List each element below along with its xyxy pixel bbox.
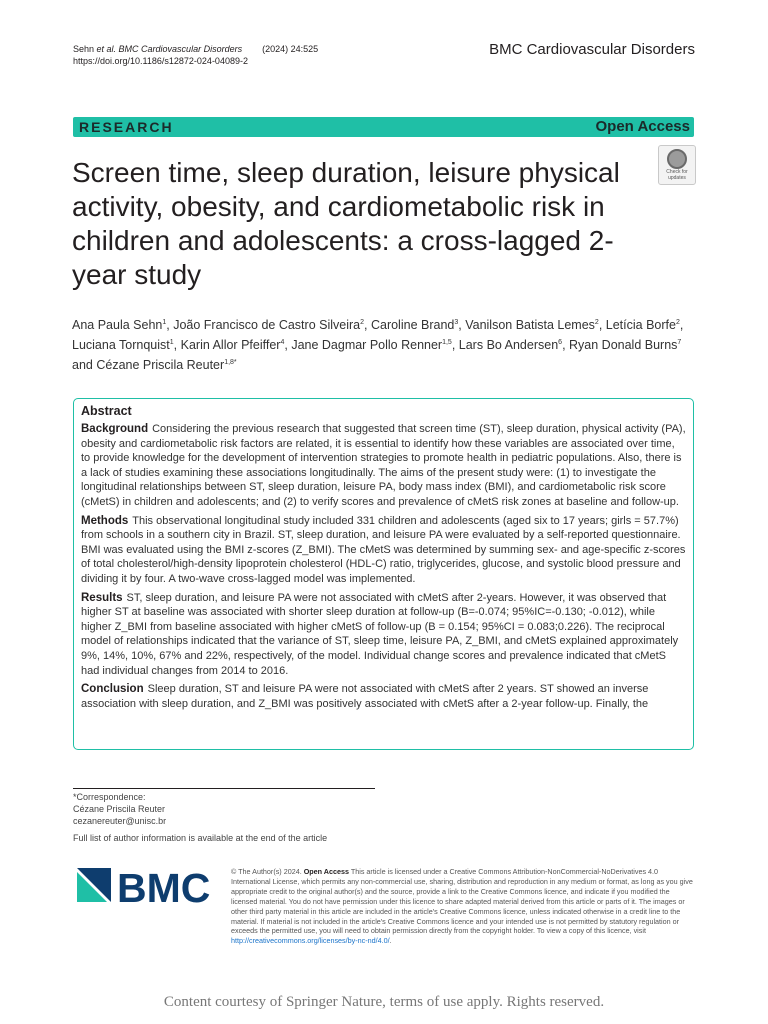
license-text (231, 867, 697, 946)
results-label: Results (81, 591, 123, 604)
author-affiliation: 4 (280, 339, 285, 347)
license-end: . (389, 936, 392, 946)
background-label: Background (81, 423, 149, 435)
conclusion-text: Sleep duration, ST and leisure PA were not associated with cMetS after 2 years. ST showed an inverse association with sleep duration, and Z_BMI was positively associated with cMetS after a 2-year follow-up. Finally, the (81, 683, 649, 710)
abstract-background (81, 422, 686, 510)
citation-header (73, 43, 318, 67)
correspondence (73, 791, 166, 827)
citation-authors: Sehn (73, 44, 97, 54)
abstract-box (73, 398, 694, 750)
author-affiliation: 7 (677, 339, 682, 347)
article-title: Screen time, sleep duration, leisure physical activity, obesity, and cardiometabolic risk in children and adolescents: a cross-lagged 2-year study (72, 157, 620, 290)
author-affiliation: 2 (360, 319, 365, 326)
correspondence-name: Cézane Priscila Reuter (73, 804, 166, 814)
correspondence-label: *Correspondence: (73, 792, 146, 802)
open-access-label: Open Access (595, 118, 690, 135)
abstract-results (81, 591, 686, 679)
author-affiliation: 2 (594, 319, 599, 326)
research-banner (73, 117, 694, 137)
author-affiliation: 1 (169, 339, 174, 347)
crossmark-line1: Check for (666, 169, 688, 175)
author-name: Cézane Priscila Reuter (96, 358, 225, 373)
methods-text: This observational longitudinal study included 331 children and adolescents (aged six to 17 years; girls = 57.7%) from schools in a southern city in Brazil. ST, sleep duration, and leisure PA were evaluated by a self-reported questionnaire. BMI was evaluated using the BMI z-scores (Z_BMI). The cMetS was determined by summing sex- and age-specific z-scores of total cholesterol/high-density lipoprotein cholesterol (HDL-C) ratio, triglycerides, glucose, and systolic blood pressure and dividing it by four. A two-wave cross-lagged model was implemented. (81, 514, 686, 585)
author-name: Luciana Tornquist (72, 338, 170, 353)
license-body: This article is licensed under a Creative Commons Attribution-NonCommercial-NoDerivatives 4.0 International License, which permits any non-commercial use, sharing, distribution and reproduction in any medium or format, as long as you give appropriate credit to the original author(s) and the source, provide a link to the Creative Commons licence, and indicate if you modified the licensed material. You do not have permission under this licence to share adapted material derived from this article or parts of it. The images or other third party material in this article are included in the article's Creative Commons licence, unless indicated otherwise in a credit line to the material. If material is not included in the article's Creative Commons licence and your intended use is not permitted by statutory regulation or exceeds the permitted use, you will need to obtain permission directly from the copyright holder. To view a copy of this licence, visit (231, 867, 693, 936)
courtesy-footer: Content courtesy of Springer Nature, terms of use apply. Rights reserved. (163, 994, 605, 1010)
author-info-note: Full list of author information is available at the end of the article (73, 833, 328, 843)
correspondence-email[interactable]: cezanereuter@unisc.br (73, 816, 167, 826)
abstract-heading: Abstract (81, 404, 132, 418)
license-link[interactable]: http://creativecommons.org/licenses/by-nc-nd/4.0/ (231, 936, 390, 946)
citation-year-volume: (2024) 24:525 (262, 44, 319, 54)
author-name: João Francisco de Castro Silveira (173, 318, 361, 333)
author-affiliation: 2 (675, 319, 680, 326)
check-for-updates-button[interactable] (658, 145, 696, 185)
author-name: Lars Bo Andersen (458, 338, 559, 353)
background-text: Considering the previous research that suggested that screen time (ST), sleep duration, physical activity (PA), obesity and cardiometabolic risk factors are related, it is essential to identify how these variables are associated over time, to provide knowledge for the development of intervention strategies to promote health in pediatric populations. Also, there is a lack of studies examining these associations longitudinally. The aims of the present study were: (1) to investigate the longitudinal relationships between ST, sleep duration, leisure PA, body mass index (BMI), and cardiometabolic risk score (cMetS) in children and adolescents; and (2) to verify scores and prevalence of cMetS risk zones at baseline and follow-up. (81, 423, 686, 508)
license-copyright: © The Author(s) 2024. (231, 867, 302, 876)
methods-label: Methods (81, 514, 129, 527)
author-affiliation: 1 (162, 319, 167, 326)
results-text: ST, sleep duration, and leisure PA were not associated with cMetS after 2-years. However, it was observed that higher ST at baseline was associated with shorter sleep duration at follow-up (B=-0.074; 95%IC=-0.130; -0.012), while higher Z_BMI from baseline associated with higher cMetS of follow-up (B = 0.154; 95%CI = 0.083;0.226). The reciprocal model of relationships indicated that the variance of ST, sleep time, leisure PA, Z_BMI, and cMetS explained approximately 9%, 14%, 10%, 67% and 22%, respectively, of the model. Individual change scores and prevalence indicated that cMetS had individual changes from 2014 to 2016. (81, 591, 679, 677)
abstract-methods (81, 514, 686, 587)
author-list: Ana Paula Sehn$^1$, João Francisco de Castro Silveira$^2$, Caroline Brand$^3$, Vanilson Batista Lemes$^2$, Letícia Borfe$^2$, Luciana Tornquist$^1$, Karin Allor Pfeiffer$^4$, Jane Dagmar Pollo Renner$^{1,5}$, Lars Bo Andersen$^6$, Ryan Donald Burns$^7$ and Cézane Priscila Reuter$^{1,8*}$ (72, 318, 684, 373)
author-affiliation: 1,5 (442, 339, 452, 347)
abstract-conclusion (81, 682, 686, 711)
bmc-logo-icon (77, 866, 217, 908)
author-affiliation: 3 (454, 319, 459, 326)
footnote-divider (73, 788, 375, 789)
bmc-logo-text: BMC (117, 866, 211, 908)
author-name: Letícia Borfe (605, 318, 676, 333)
author-affiliation: 6 (558, 339, 563, 347)
crossmark-icon (667, 149, 687, 169)
author-name: Jane Dagmar Pollo Renner (291, 338, 443, 353)
doi-link[interactable]: https://doi.org/10.1186/s12872-024-04089-2 (73, 56, 248, 66)
journal-name: BMC Cardiovascular Disorders (489, 41, 695, 58)
author-name: Ryan Donald Burns (569, 338, 678, 353)
conclusion-label: Conclusion (81, 683, 144, 696)
article-type-label: RESEARCH (79, 119, 174, 135)
author-name: Karin Allor Pfeiffer (180, 338, 281, 353)
author-name: Vanilson Batista Lemes (465, 318, 595, 333)
author-name: Ana Paula Sehn (72, 318, 163, 333)
license-open-access: Open Access (303, 867, 349, 876)
citation-journal: et al. BMC Cardiovascular Disorders (96, 44, 243, 54)
crossmark-line2: updates (668, 175, 686, 181)
author-name: Caroline Brand (370, 318, 455, 333)
author-affiliation: 1,8* (224, 359, 237, 367)
